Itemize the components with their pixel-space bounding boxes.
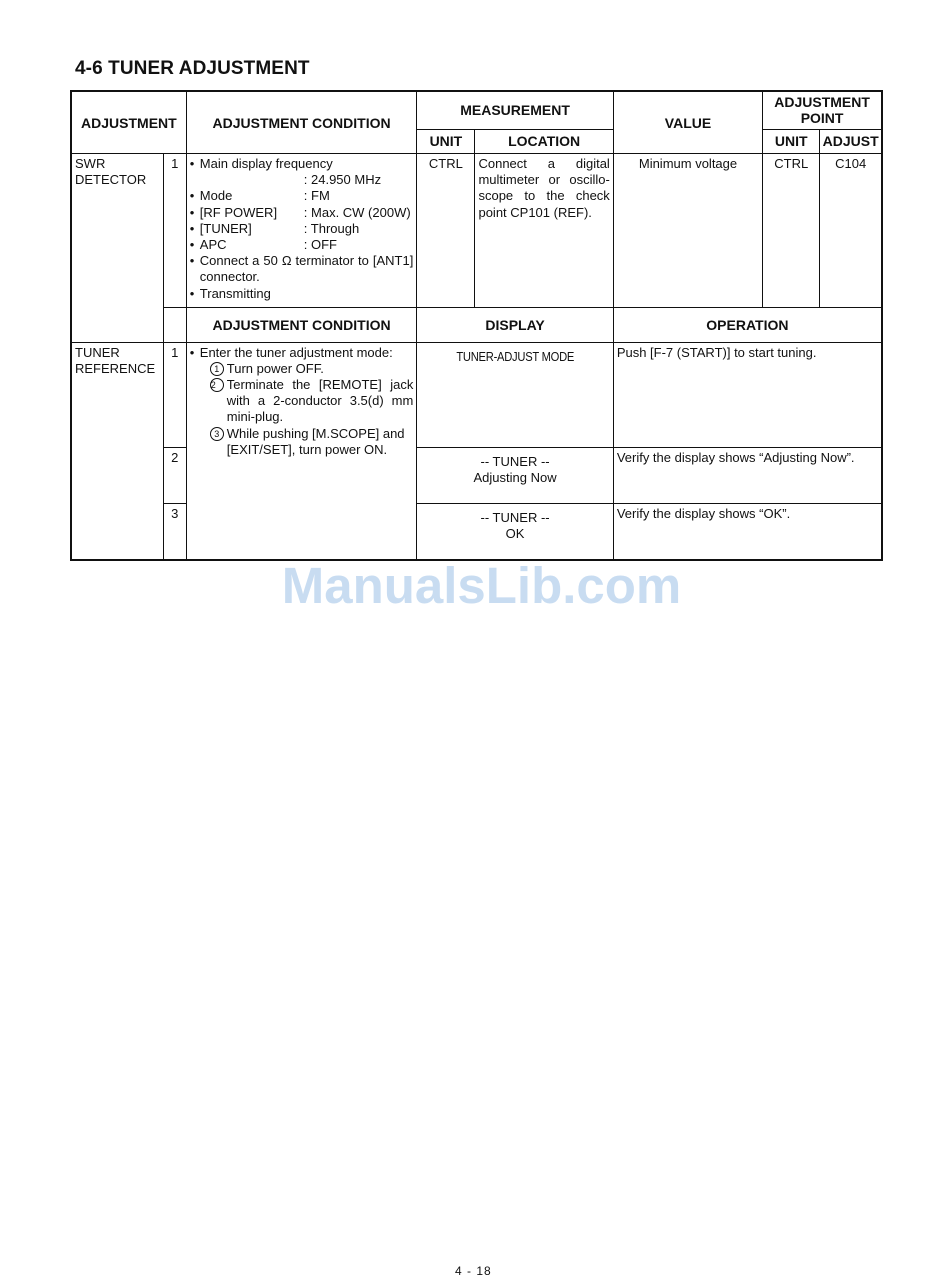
condition-step-text: While pushing [M.SCOPE] and [EXIT/SET], turn power ON.: [226, 425, 405, 457]
blank-cell: [163, 308, 186, 342]
condition-steps: [200, 361, 414, 458]
display-line: Adjusting Now: [473, 469, 557, 485]
circled-number-icon: 2: [210, 378, 224, 392]
condition-label: • [RF POWER]: [199, 204, 278, 220]
condition-value: : Through: [303, 220, 360, 236]
step-number: 1: [163, 154, 186, 308]
header-adjustment-condition-2: ADJUSTMENT CONDITION: [186, 308, 417, 342]
page-number: 4 - 18: [455, 1264, 492, 1278]
operation-cell: Verify the display shows “Adjusting Now”.: [613, 447, 882, 503]
condition-label: • [TUNER]: [199, 220, 252, 236]
adjustment-name-line: DETECTOR: [75, 172, 147, 188]
step-number: 3: [163, 503, 186, 560]
header-measurement-unit: UNIT: [417, 129, 475, 153]
condition-text: Connect a 50: [199, 253, 282, 269]
condition-item: [190, 221, 414, 237]
circled-number-icon: 3: [210, 427, 224, 441]
adjustment-name-line: REFERENCE: [75, 360, 156, 376]
condition-item: [190, 156, 414, 188]
header-adjustment-point-adjust: ADJUST: [820, 129, 882, 153]
condition-text: terminator to [ANT1] connector.: [199, 253, 414, 285]
condition-step-text: Turn power OFF.: [226, 360, 324, 376]
display-cell: [417, 447, 613, 503]
condition-list: [187, 343, 417, 460]
adjustment-name-tuner-reference: [71, 342, 163, 560]
header-measurement: MEASUREMENT: [417, 91, 613, 129]
operation-cell: Verify the display shows “OK”.: [613, 503, 882, 560]
condition-step: [210, 426, 414, 458]
condition-item: [190, 345, 414, 458]
header-adjustment-point: ADJUSTMENT POINT: [763, 91, 882, 129]
ohm-symbol: Ω: [281, 253, 292, 269]
adjustment-name-swr-detector: [71, 154, 163, 343]
condition-step-text: Terminate the [REMOTE] jack with a 2-conductor 3.5(d) mm mini-plug.: [226, 377, 414, 425]
condition-item: • Transmitting: [190, 286, 414, 302]
step-number: 2: [163, 447, 186, 503]
adjustment-condition-cell: [186, 342, 417, 560]
value: Minimum voltage: [613, 154, 762, 308]
header-value: VALUE: [613, 91, 762, 154]
header-adjustment-point-unit: UNIT: [763, 129, 820, 153]
tuner-adjustment-table: [70, 90, 883, 561]
header-operation: OPERATION: [613, 308, 882, 342]
condition-label: • APC: [199, 237, 227, 253]
condition-value: : OFF: [303, 237, 337, 253]
watermark: ManualsLib.com: [281, 557, 682, 614]
condition-label: • Mode: [199, 188, 233, 204]
condition-intro: • Enter the tuner adjustment mode:: [199, 344, 393, 360]
display-line: -- TUNER --: [480, 453, 550, 469]
adjustment-name-line: SWR: [75, 156, 106, 172]
condition-item: [190, 237, 414, 253]
step-number: 1: [163, 342, 186, 447]
condition-list: [187, 154, 417, 304]
adjustment-name-line: TUNER: [75, 344, 120, 360]
display-line: -- TUNER --: [480, 509, 550, 525]
header-adjustment-condition: ADJUSTMENT CONDITION: [186, 91, 417, 154]
circled-number-icon: 1: [210, 362, 224, 376]
condition-item: [190, 188, 414, 204]
condition-value: : FM: [303, 188, 330, 204]
condition-label: • Main display frequency: [199, 156, 333, 172]
display-cell: [417, 503, 613, 560]
header-adjustment: ADJUSTMENT: [71, 91, 186, 154]
condition-value: : Max. CW (200W): [303, 204, 411, 220]
adjustment-condition-cell: [186, 154, 417, 308]
section-title: 4-6 TUNER ADJUSTMENT: [75, 58, 310, 79]
adjustment-point-unit: CTRL: [763, 154, 820, 308]
operation-cell: Push [F-7 (START)] to start tuning.: [613, 342, 882, 447]
display-line: OK: [505, 526, 525, 542]
condition-step: [210, 361, 414, 377]
condition-value: : 24.950 MHz: [303, 172, 382, 188]
measurement-location: Connect a digital multimeter or oscillo-scope to the check point CP101 (REF).: [475, 154, 613, 308]
header-measurement-location: LOCATION: [475, 129, 613, 153]
header-display: DISPLAY: [417, 308, 613, 342]
adjustment-point-adjust: C104: [820, 154, 882, 308]
condition-step: [210, 377, 414, 426]
condition-item: [190, 205, 414, 221]
measurement-unit: CTRL: [417, 154, 475, 308]
display-cell: TUNER-ADJUST MODE: [431, 342, 600, 447]
condition-item: [190, 253, 414, 285]
